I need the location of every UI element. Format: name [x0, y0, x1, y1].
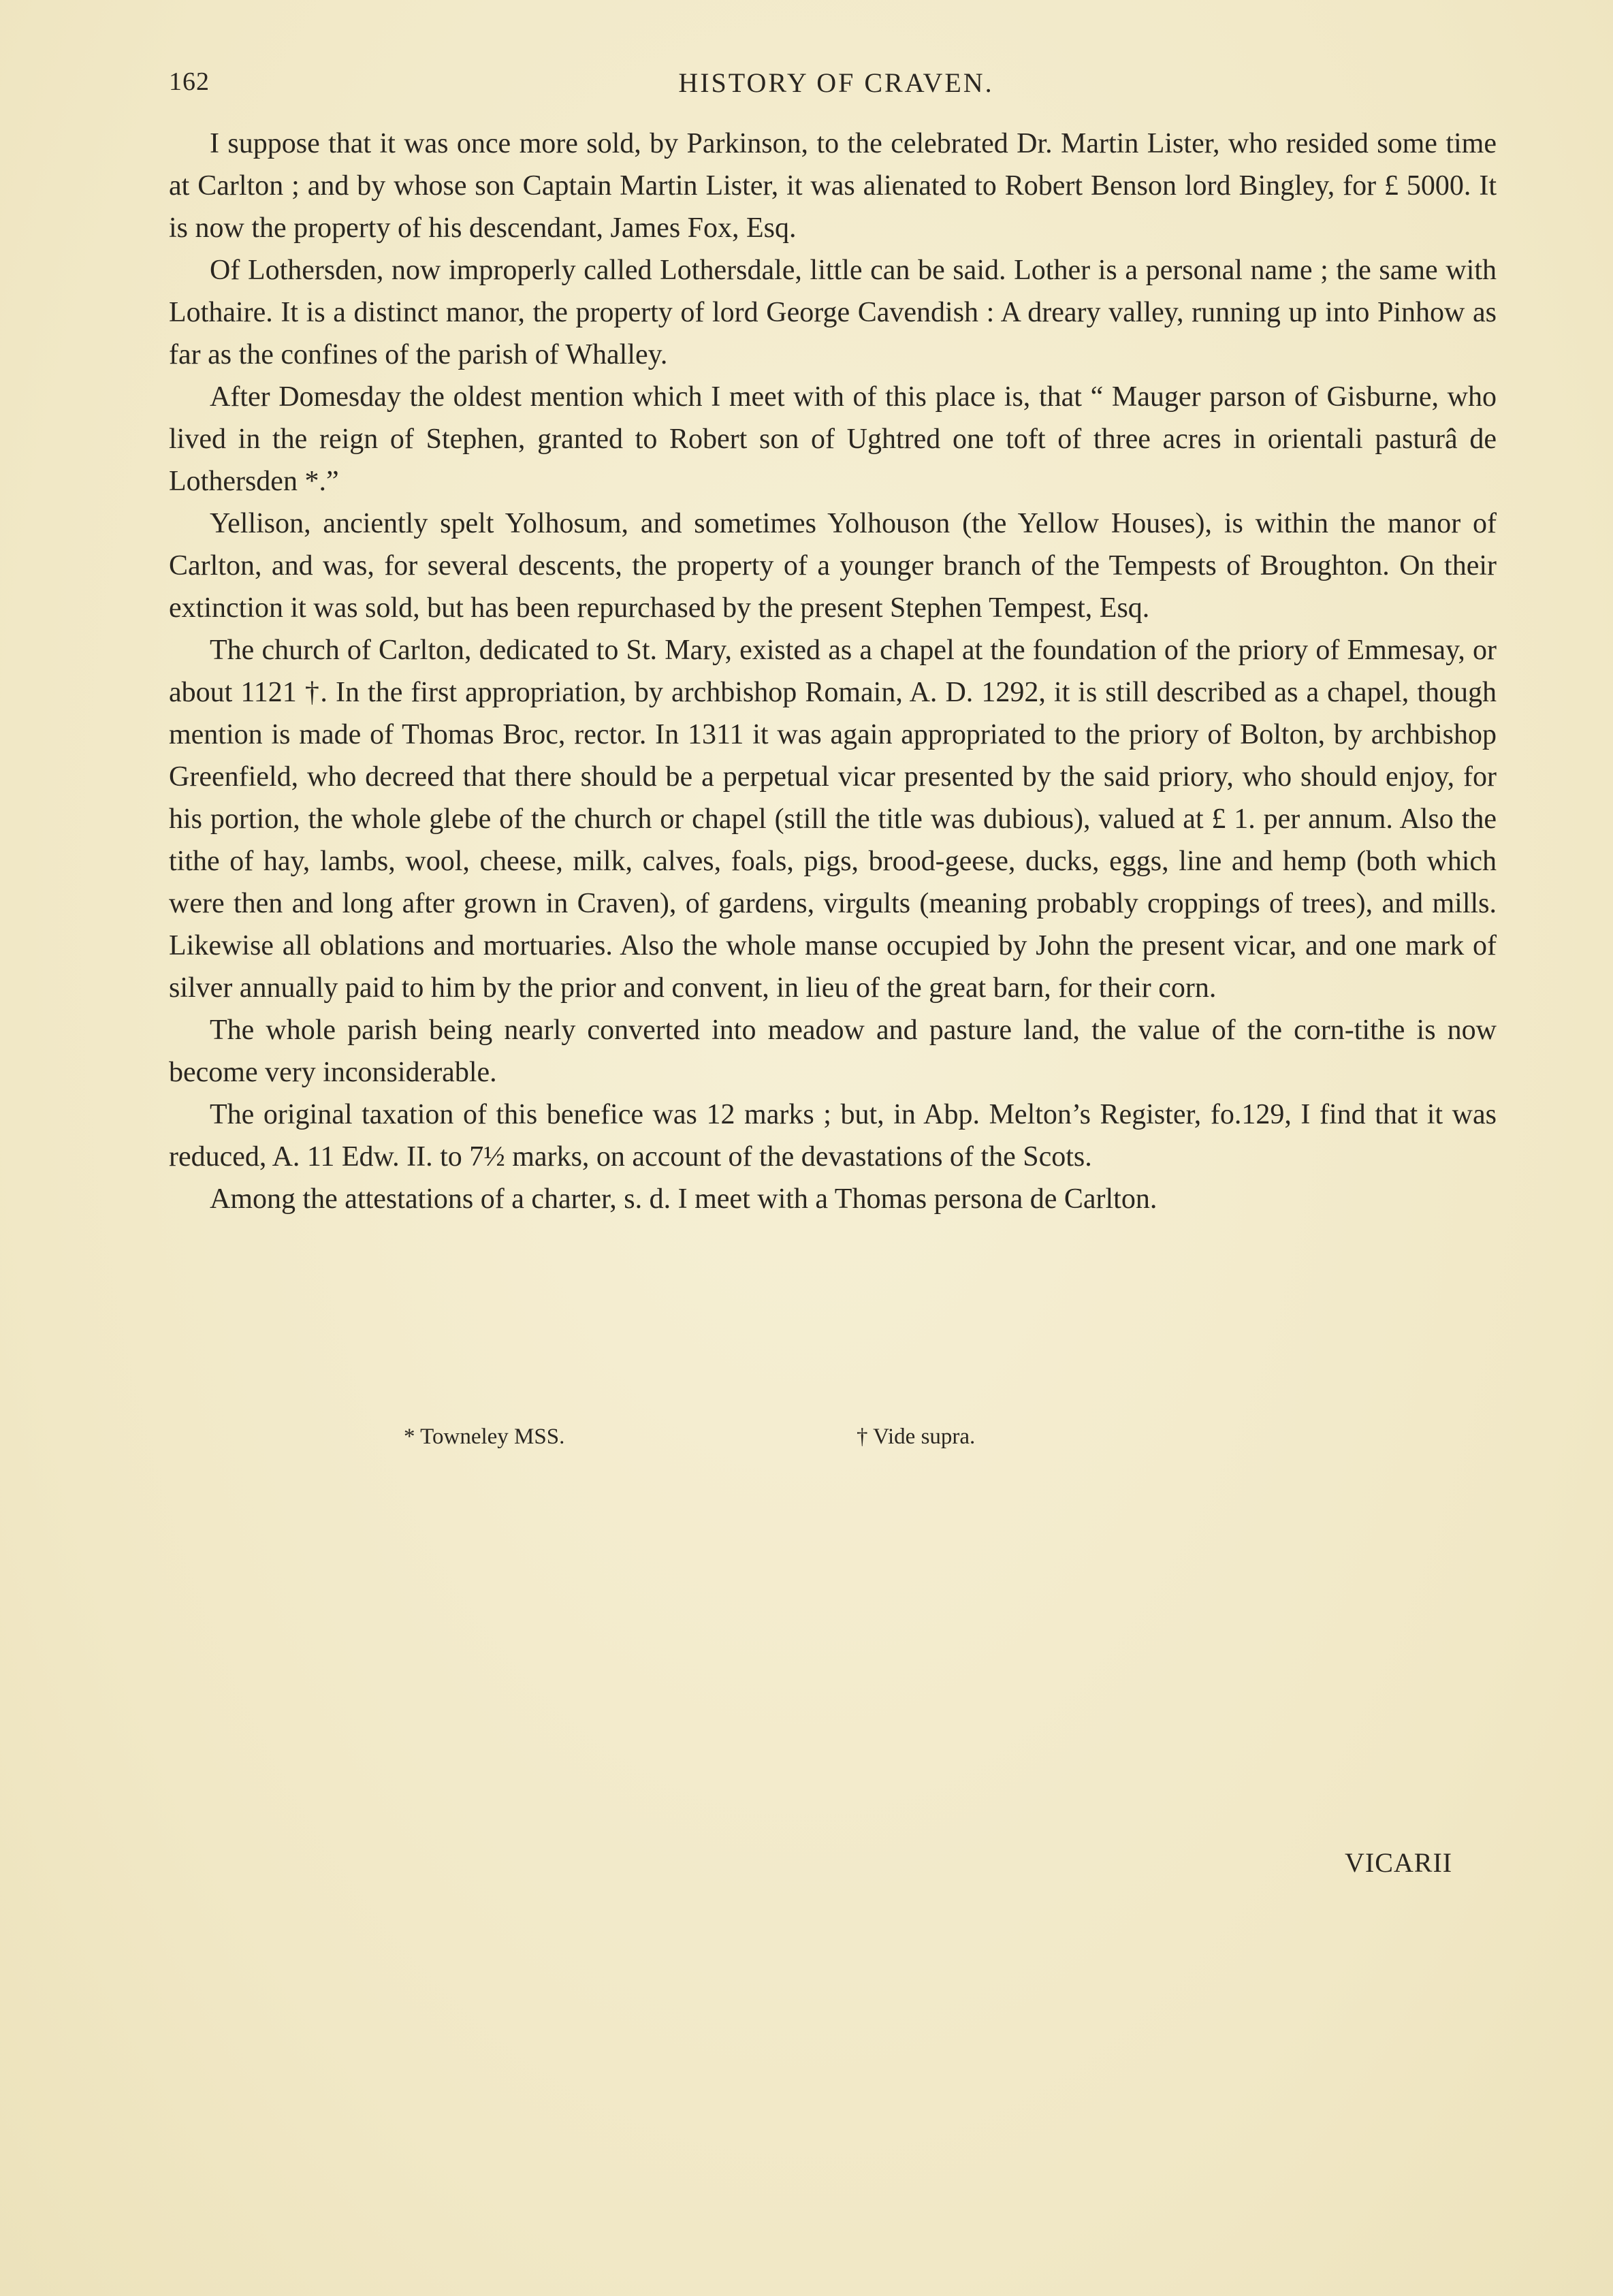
- paragraph: Of Lothersden, now improperly called Lothersdale, little can be said. Lother is a personal name ; the same with Lothaire. It is a distinct manor, the property of lord George Cavendish : A dreary valley, running up into Pinhow as far as the confines of the parish of Whalley.: [169, 255, 1497, 370]
- page-number: 162: [169, 67, 210, 96]
- body-text: [169, 123, 1497, 1220]
- page-header: [169, 67, 1503, 108]
- paragraph: The original taxation of this benefice was 12 marks ; but, in Abp. Melton’s Register, fo.129, I find that it was reduced, A. 11 Edw. II. to 7½ marks, on account of the devastations of the Scots.: [169, 1099, 1497, 1173]
- paragraph: After Domesday the oldest mention which I meet with of this place is, that “ Mauger parson of Gisburne, who lived in the reign of Stephen, granted to Robert son of Ughtred one toft of three acres in orientali pasturâ de Lothersden *.”: [169, 381, 1497, 497]
- paragraph: Yellison, anciently spelt Yolhosum, and sometimes Yolhouson (the Yellow Houses), is within the manor of Carlton, and was, for several descents, the property of a younger branch of the Tempests of Broughton. On their extinction it was sold, but has been repurchased by the present Stephen Tempest, Esq.: [169, 508, 1497, 624]
- footnote: † Vide supra.: [857, 1424, 976, 1449]
- catchword: VICARII: [1345, 1847, 1453, 1878]
- paragraph: The church of Carlton, dedicated to St. Mary, existed as a chapel at the foundation of the priory of Emmesay, or about 1121 †. In the first appropriation, by archbishop Romain, A. D. 1292, it is still described as a chapel, though mention is made of Thomas Broc, rector. In 1311 it was again appropriated to the priory of Bolton, by archbishop Greenfield, who decreed that there should be a perpetual vicar presented by the said priory, who should enjoy, for his portion, the whole glebe of the church or chapel (still the title was dubious), valued at £ 1. per annum. Also the tithe of hay, lambs, wool, cheese, milk, calves, foals, pigs, brood-geese, ducks, eggs, line and hemp (both which were then and long after grown in Craven), of gardens, virgults (meaning probably croppings of trees), and mills. Likewise all oblations and mortuaries. Also the whole manse occupied by John the present vicar, and one mark of silver annually paid to him by the prior and convent, in lieu of the great barn, for their corn.: [169, 635, 1497, 1004]
- paragraph: The whole parish being nearly converted into meadow and pasture land, the value of the corn-tithe is now become very inconsiderable.: [169, 1015, 1497, 1088]
- footnote: * Towneley MSS.: [404, 1424, 565, 1449]
- paragraph: I suppose that it was once more sold, by Parkinson, to the celebrated Dr. Martin Lister, who resided some time at Carlton ; and by whose son Captain Martin Lister, it was alienated to Robert Benson lord Bingley, for £ 5000. It is now the property of his descendant, James Fox, Esq.: [169, 128, 1497, 244]
- running-title: HISTORY OF CRAVEN.: [678, 67, 994, 98]
- paragraph: Among the attestations of a charter, s. d. I meet with a Thomas persona de Carlton.: [210, 1183, 1157, 1215]
- footnotes: [169, 1424, 1497, 1458]
